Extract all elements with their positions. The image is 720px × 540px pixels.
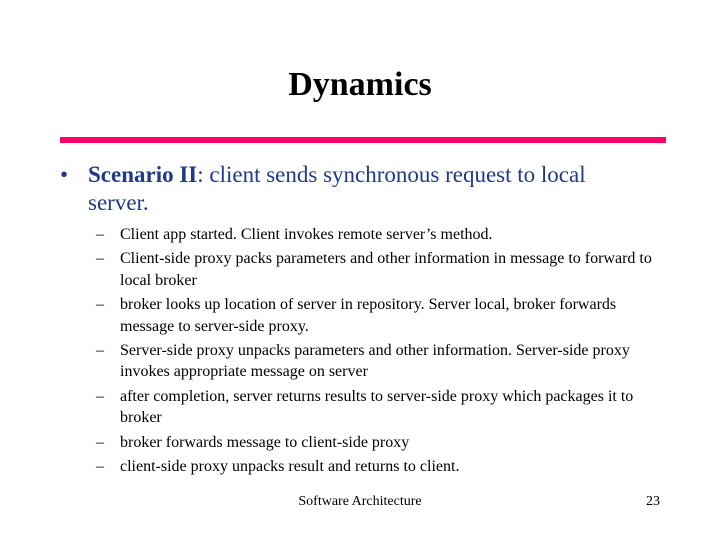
sub-bullet <box>96 224 656 245</box>
main-bullet <box>60 161 650 217</box>
sub-bullet <box>96 456 656 477</box>
sub-bullet-marker: – <box>96 342 104 360</box>
sub-bullet-marker: – <box>96 296 104 314</box>
page-number: 23 <box>646 494 660 509</box>
slide-title: Dynamics <box>288 66 432 103</box>
title-divider <box>60 137 666 143</box>
sub-bullet <box>96 386 656 429</box>
sub-bullet-text: client-side proxy unpacks result and returns to client. <box>120 458 460 476</box>
bullet-marker: • <box>60 162 69 187</box>
sub-bullet-text: broker forwards message to client-side proxy <box>120 433 410 451</box>
sub-bullet <box>96 340 656 383</box>
main-bullet-lead: Scenario II <box>88 162 198 187</box>
footer-text: Software Architecture <box>298 494 422 509</box>
sub-bullet-text: Client-side proxy packs parameters and other information in message to forward to local broker <box>120 250 652 289</box>
sub-bullet <box>96 432 656 453</box>
main-bullet-rest: : client sends synchronous request to local server. <box>88 162 586 215</box>
sub-bullet <box>96 294 656 337</box>
sub-bullet-marker: – <box>96 226 104 243</box>
sub-bullet <box>96 248 656 291</box>
sub-bullet-text: after completion, server returns results to server-side proxy which packages it to broker <box>120 387 634 427</box>
sub-bullet-marker: – <box>96 250 104 268</box>
sub-bullet-list <box>96 224 656 480</box>
sub-bullet-marker: – <box>96 433 104 451</box>
main-bullet-text <box>88 161 650 217</box>
sub-bullet-marker: – <box>96 387 104 405</box>
sub-bullet-text: Server-side proxy unpacks parameters and other information. Server-side proxy invokes appropriate message on server <box>120 342 630 381</box>
sub-bullet-marker: – <box>96 458 104 476</box>
sub-bullet-text: broker looks up location of server in repository. Server local, broker forwards message to server-side proxy. <box>120 296 617 335</box>
sub-bullet-text: Client app started. Client invokes remote server’s method. <box>120 226 493 243</box>
